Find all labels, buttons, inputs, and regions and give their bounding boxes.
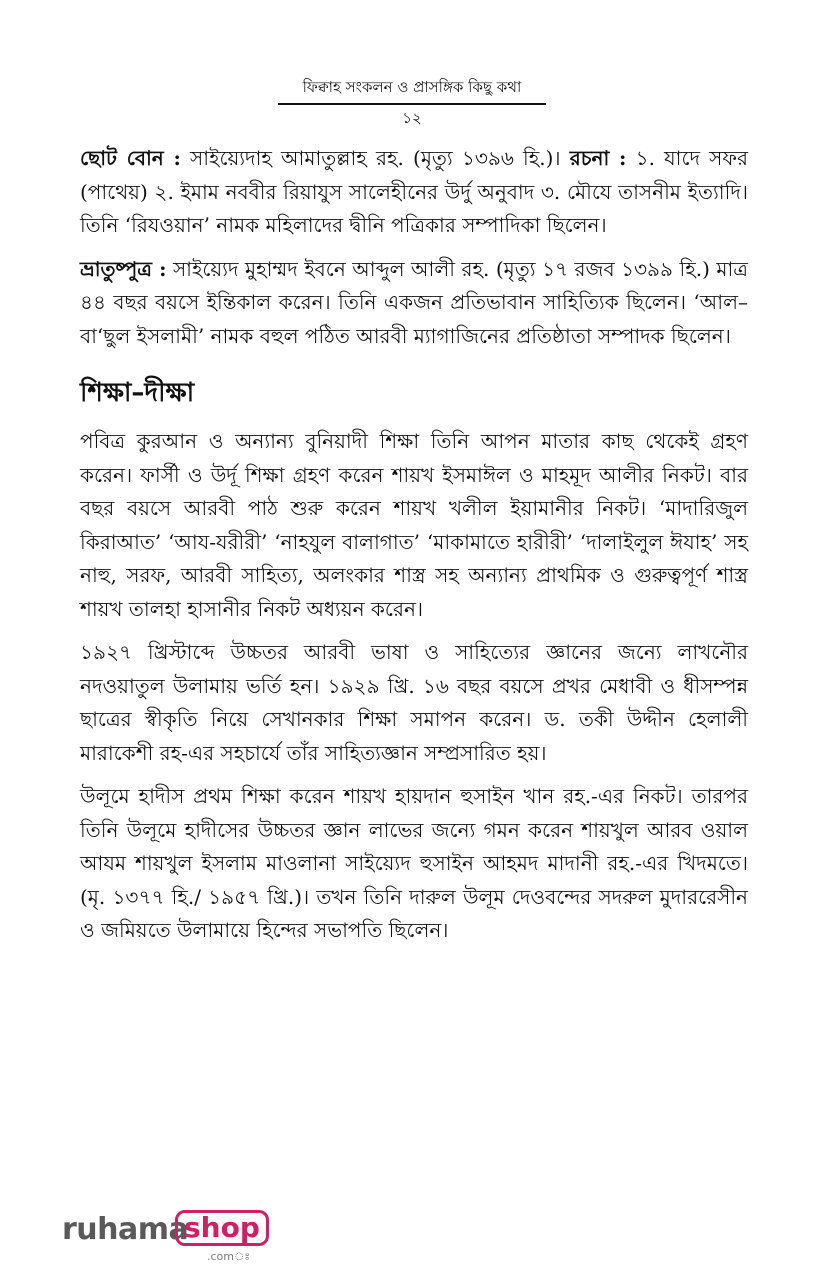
page-number: ১২ [402,109,422,127]
nephew-text: সাইয়্যেদ মুহাম্মদ ইবনে আব্দুল আলী রহ. (মৃত্যু ১৭ রজব ১৩৯৯ হি.) মাত্র ৪৪ বছর বয়সে ইন্তিকাল করেন। তিনি একজন প্রতিভাবান সাহিত্যিক ছিলেন। ‘আল–বা‘ছুল ইসলামী’ নামক বহুল পঠিত আরবী ম্যাগাজিনের প্রতিষ্ঠাতা সম্পাদক ছিলেন। [80,256,748,348]
nephew-label: ভ্রাতুষ্পুত্র : [80,256,167,281]
page-body [80,142,748,958]
younger-sister-label: ছোট বোন : [80,146,181,170]
paragraph-hadith-studies: উলূমে হাদীস প্রথম শিক্ষা করেন শায়খ হায়দান হুসাইন খান রহ.-এর নিকট। তারপর তিনি উলূমে হাদীসের উচ্চতর জ্ঞান লাভের জন্যে গমন করেন শায়খুল আরব ওয়াল আযম শায়খুল ইসলাম মাওলানা সাইয়্যেদ হুসাইন আহমদ মাদানী রহ.-এর খিদমতে। (মৃ. ১৩৭৭ হি./ ১৯৫৭ খ্রি.)। তখন তিনি দারুল উলূম দেওবন্দের সদরুল মুদাররেসীন ও জমিয়তে উলামায়ে হিন্দের সভাপতি ছিলেন। [80,784,748,942]
younger-sister-text: সাইয়্যেদাহ আমাতুল্লাহ রহ. (মৃত্যু ১৩৯৬ হি.)। [180,146,570,170]
works-label: রচনা : [569,146,627,170]
paragraph-younger-sister [80,142,748,243]
page-header [278,76,546,128]
paragraph-early-education: পবিত্র কুরআন ও অন্যান্য বুনিয়াদী শিক্ষা তিনি আপন মাতার কাছ থেকেই গ্রহণ করেন। ফার্সী ও উর্দূ শিক্ষা গ্রহণ করেন শায়খ ইসমাঈল ও মাহমূদ আলীর নিকট। বার বছর বয়সে আরবী পাঠ শুরু করেন শায়খ খলীল ইয়ামানীর নিকট। ‘মাদারিজুল কিরাআত’ ‘আয-যরীরী’ ‘নাহযুল বালাগাত’ ‘মাকামাতে হারীরী’ ‘দালাইলুল ঈযাহ’ সহ নাহু, সরফ, আরবী সাহিত্য, অলংকার শাস্ত্র সহ অন্যান্য প্রাথমিক ও গুরুত্বপূর্ণ শাস্ত্র শায়খ তালহা হাসানীর নিকট অধ্যয়ন করেন। [80,429,748,621]
paragraph-nephew [80,253,748,354]
section-heading: শিক্ষা–দীক্ষা [80,378,195,408]
logo-text-ruhama: ruhama [62,1212,189,1247]
header-rule [278,103,546,105]
logo-text-shop: shop [175,1210,269,1246]
logo-suffix: .comঃ [207,1250,251,1263]
works-text: ১. যাদে সফর (পাথেয়) ২. ইমাম নববীর রিয়াযুস সালেহীনের উর্দু অনুবাদ ৩. মৌযে তাসনীম ইত্যাদি। তিনি ‘রিযওয়ান’ নামক মহিলাদের দ্বীনি পত্রিকার সম্পাদিকা ছিলেন। [80,146,748,237]
running-title: ফিক্বাহ সংকলন ও প্রাসঙ্গিক কিছু কথা [302,78,522,96]
paragraph-nadwa: ১৯২৭ খ্রিস্টাব্দে উচ্চতর আরবী ভাষা ও সাহিত্যের জ্ঞানের জন্যে লাখনৌর নদওয়াতুল উলামায় ভর্তি হন। ১৯২৯ খ্রি. ১৬ বছর বয়সে প্রখর মেধাবী ও ধীসম্পন্ন ছাত্রের স্বীকৃতি নিয়ে সেখানকার শিক্ষা সমাপন করেন। ড. তকী উদ্দীন হেলালী মারাকেশী রহ-এর সহচার্যে তাঁর সাহিত্যজ্ঞান সম্প্রসারিত হয়। [80,640,748,765]
